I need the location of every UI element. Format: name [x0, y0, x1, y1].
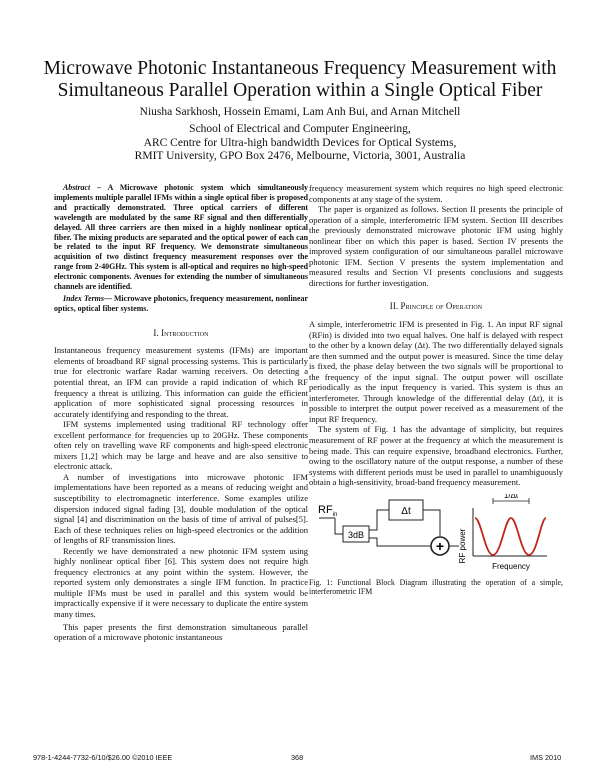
left-column — [54, 183, 308, 643]
footer-conference: IMS 2010 — [530, 753, 562, 762]
affiliation — [40, 123, 560, 164]
index-terms-label: Index Terms — [63, 293, 104, 303]
intro-paragraph-1: Instantaneous frequency measurement systems (IFMs) are important elements of broadband RF signal processing systems. This is particularly true for electronic warfare Radar warning receivers. On detecting a potential threat, an IFM can provide a rapid indication of which RF frequency a threat is utilizing. This information can guide the efficient application of more sophisticated signal processing resources in accurately identifying and responding to the threat. — [54, 345, 308, 419]
intro-paragraph-5: This paper presents the first demonstration simultaneous parallel operation of a microwave photonic instantaneous — [54, 621, 308, 643]
splitter-label: 3dB — [347, 529, 365, 540]
delay-to-sum-line — [423, 510, 440, 536]
delay-label: Δt — [401, 505, 411, 517]
abstract — [54, 183, 308, 292]
intro-paragraph-4: Recently we have demonstrated a new photonic IFM system using highly nonlinear optical fiber [6]. This system does not require high frequency electronics at any point within the system. However, the reported system only demonstrates a single IFM function. In practice multiple IFMs must be used in parallel and this system would be impractically expensive if it were necessary to duplicate the entire system many times. — [54, 545, 308, 619]
continued-paragraph: frequency measurement system which requires no high speed electronic components at any stage of the system. — [309, 183, 563, 204]
delay-branch-line — [369, 510, 389, 530]
direct-branch-line — [369, 538, 431, 546]
title-line-2: Simultaneous Parallel Operation within a Single Optical Fiber — [57, 80, 543, 101]
rf-in-label: $RF_{in}$ — [318, 503, 338, 518]
affiliation-line-3: RMIT University, GPO Box 2476, Melbourne, Victoria, 3001, Australia — [134, 150, 466, 162]
organization-paragraph: The paper is organized as follows. Section II presents the principle of operation of a simple, interferometric IFM system. Section III describes the previously demonstrated microwave photonic IFM using highly nonlinear fiber on which this paper is based. Section IV presents the improved system configuration of our simultaneous parallel microwave photonic IFM. Section V presents the system implementation and measured results and Section VI presents conclusions and suggests directions for further investigation. — [309, 204, 563, 288]
abstract-text: A Microwave photonic system which simultaneously implements multiple parallel IFMs within a single optical fiber is proposed and practically demonstrated. Three optical carriers of different wavelength are modulated by the same RF signal and then differentially delayed. All three carriers are then mixed in a highly nonlinear optical fiber. The mixing products are separated and the optical power of each can be related to the input RF frequency. We demonstrate simultaneous acquisition of two distinct frequency measurement responses over the range from 2-40GHz. This system is all-optical and requires no high-speed electronic components. Avenues for extending the number of simultaneous channels are identified. — [54, 183, 308, 292]
principle-heading-text: II. Principle of Operation — [389, 301, 483, 312]
principle-paragraph-1: A simple, interferometric IFM is presented in Fig. 1. An input RF signal (RFin) is divided into two equal halves. One half is delayed with respect to the other by a known delay (Δt). The two differentially delayed signals are then summed and the output power is measured. Since the time delay is fixed, the phase delay between the two signals will be proportional to the frequency of the input signal. The output power will oscillate periodically as the input frequency is varied. This system is thus an interferometer. Through knowledge of the differential delay (Δt), it is possible to interpret the output power received as a measurement of the input RF frequency. — [309, 319, 563, 424]
abstract-label: Abstract — [63, 183, 91, 192]
intro-paragraph-2: IFM systems implemented using traditional RF technology offer excellent performance for frequencies up to 20GHz. These components often rely on travelling wave RF components and high-speed electronic mixers [1,2] which may be large and heave and are also sensitive to electronic attack. — [54, 419, 308, 472]
footer-page-number: 368 — [291, 753, 304, 762]
affiliation-line-1: School of Electrical and Computer Engineering, — [189, 123, 411, 135]
intro-paragraph-3: A number of investigations into microwave photonic IFM implementations have been reported as a means of reducing weight and susceptibility to electromagnetic interference. Some examples utilize dispersion induced signal fading [3], double modulation of the optical signal [4] and discrimination on the basis of time of arrival of pulses[5]. Each of these techniques relies on high-speed electronics or the addition of lengths of RF transmission lines. — [54, 471, 308, 546]
index-terms-text: — Microwave photonics, frequency measurement, nonlinear optics, optical fiber systems. — [54, 293, 308, 313]
figure-1-svg — [315, 494, 551, 574]
affiliation-line-2: ARC Centre for Ultra-high bandwidth Devices for Optical Systems, — [143, 136, 457, 149]
input-to-splitter-line — [335, 518, 343, 534]
x-axis-label: Frequency — [492, 561, 530, 571]
paper-title — [40, 58, 560, 102]
author-list: Niusha Sarkhosh, Hossein Emami, Lam Anh Bui, and Arnan Mitchell — [139, 106, 461, 118]
period-label: 1/Δt — [503, 493, 519, 500]
y-axis-label: RF power — [458, 528, 467, 564]
figure-1-caption: Fig. 1: Functional Block Diagram illustrating the operation of a simple, interferometric IFM — [309, 577, 563, 597]
introduction-heading-text: I. Introduction — [153, 327, 209, 338]
summer-plus: + — [435, 537, 445, 554]
title-line-1: Microwave Photonic Instantaneous Frequency Measurement with — [43, 58, 557, 79]
figure-1-block-diagram — [315, 494, 551, 574]
index-terms — [54, 294, 308, 314]
footer-copyright: 978-1-4244-7732-6/10/$26.00 ©2010 IEEE — [33, 753, 173, 762]
section-heading-introduction — [54, 328, 308, 339]
abstract-dash: – — [97, 183, 102, 192]
response-curve — [475, 518, 546, 555]
principle-paragraph-2: The system of Fig. 1 has the advantage of simplicity, but requires measurement of RF power at the frequency at which the measurement is being made. This can require expensive, broadband electronics. Further, owing to the oscillatory nature of the output response, a number of these systems with different periods must be used in parallel to unambiguously obtain a high-sensitivity, broad-band frequency measurement. — [309, 424, 563, 488]
section-heading-principle — [309, 301, 563, 312]
right-column — [309, 183, 563, 597]
